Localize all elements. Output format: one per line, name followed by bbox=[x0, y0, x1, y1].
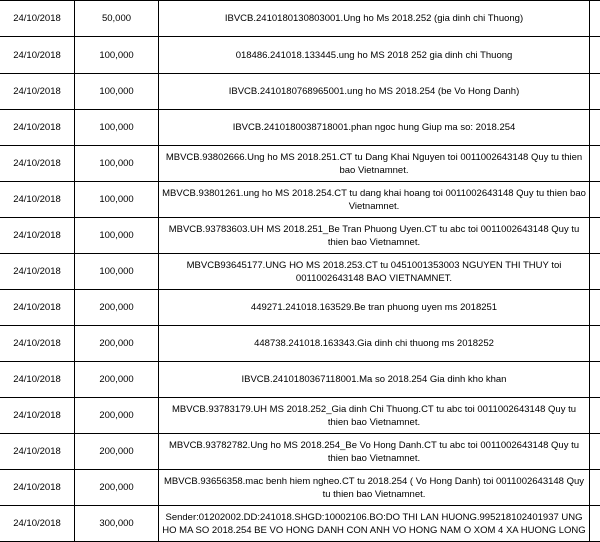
description-cell bbox=[159, 182, 590, 217]
amount-cell: 200,000 bbox=[75, 398, 159, 433]
description-text: 448738.241018.163343.Gia dinh chi thuong ms 2018252 bbox=[254, 338, 494, 349]
description-text: MBVCB.93783179.UH MS 2018.252_Gia dinh Chi Thuong.CT tu abc toi 0011002643148 Quy tu thien bao Vietnamnet. bbox=[171, 403, 577, 428]
table-row bbox=[0, 110, 600, 146]
amount-cell: 100,000 bbox=[75, 218, 159, 253]
edge-cell bbox=[590, 398, 600, 433]
table-row bbox=[0, 506, 600, 542]
description-cell bbox=[159, 470, 590, 505]
amount-cell: 100,000 bbox=[75, 146, 159, 181]
table-row bbox=[0, 182, 600, 218]
description-cell bbox=[159, 110, 590, 145]
edge-cell bbox=[590, 362, 600, 397]
amount-cell: 300,000 bbox=[75, 506, 159, 541]
date-cell: 24/10/2018 bbox=[0, 470, 75, 505]
amount-cell: 100,000 bbox=[75, 254, 159, 289]
date-cell: 24/10/2018 bbox=[0, 218, 75, 253]
date-cell: 24/10/2018 bbox=[0, 362, 75, 397]
amount-cell: 200,000 bbox=[75, 470, 159, 505]
date-cell: 24/10/2018 bbox=[0, 326, 75, 361]
edge-cell bbox=[590, 254, 600, 289]
date-cell: 24/10/2018 bbox=[0, 434, 75, 469]
description-text: IBVCB.2410180130803001.Ung ho Ms 2018.252 (gia dinh chi Thuong) bbox=[224, 13, 524, 24]
amount-cell: 100,000 bbox=[75, 110, 159, 145]
edge-cell bbox=[590, 470, 600, 505]
date-cell: 24/10/2018 bbox=[0, 398, 75, 433]
date-cell: 24/10/2018 bbox=[0, 254, 75, 289]
description-text: IBVCB.2410180038718001.phan ngoc hung Giup ma so: 2018.254 bbox=[232, 122, 516, 133]
date-cell: 24/10/2018 bbox=[0, 182, 75, 217]
amount-cell: 200,000 bbox=[75, 290, 159, 325]
edge-cell bbox=[590, 182, 600, 217]
description-cell bbox=[159, 506, 590, 541]
date-cell: 24/10/2018 bbox=[0, 110, 75, 145]
description-cell bbox=[159, 1, 590, 36]
date-cell: 24/10/2018 bbox=[0, 1, 75, 36]
description-text: IBVCB.2410180367118001.Ma so 2018.254 Gia dinh kho khan bbox=[241, 374, 507, 385]
description-cell bbox=[159, 37, 590, 73]
description-text: 018486.241018.133445.ung ho MS 2018 252 gia dinh chi Thuong bbox=[235, 49, 513, 61]
edge-cell bbox=[590, 74, 600, 109]
edge-cell bbox=[590, 326, 600, 361]
amount-cell: 100,000 bbox=[75, 182, 159, 217]
description-text: MBVCB93645177.UNG HO MS 2018.253.CT tu 0451001353003 NGUYEN THI THUY toi 0011002643148 BAO VIETNAMNET. bbox=[186, 259, 562, 284]
table-row bbox=[0, 74, 600, 110]
amount-cell: 200,000 bbox=[75, 362, 159, 397]
edge-cell bbox=[590, 290, 600, 325]
description-cell bbox=[159, 434, 590, 469]
description-text: MBVCB.93656358.mac benh hiem ngheo.CT tu 2018.254 ( Vo Hong Danh) toi 0011002643148 Quy tu thien bao Vietnamnet. bbox=[163, 475, 585, 500]
date-cell: 24/10/2018 bbox=[0, 74, 75, 109]
description-text: MBVCB.93801261.ung ho MS 2018.254.CT tu dang khai hoang toi 0011002643148 Quy tu thien bao Vietnamnet. bbox=[162, 187, 586, 212]
amount-cell: 100,000 bbox=[75, 74, 159, 109]
date-cell: 24/10/2018 bbox=[0, 146, 75, 181]
date-cell: 24/10/2018 bbox=[0, 37, 75, 73]
description-cell bbox=[159, 326, 590, 361]
amount-cell: 200,000 bbox=[75, 434, 159, 469]
table-row bbox=[0, 218, 600, 254]
table-row bbox=[0, 290, 600, 326]
edge-cell bbox=[590, 110, 600, 145]
table-row bbox=[0, 37, 600, 74]
description-cell bbox=[159, 254, 590, 289]
edge-cell bbox=[590, 506, 600, 541]
description-text: 449271.241018.163529.Be tran phuong uyen ms 2018251 bbox=[250, 302, 498, 313]
table-row bbox=[0, 254, 600, 290]
table-row bbox=[0, 470, 600, 506]
table-row bbox=[0, 0, 600, 37]
description-text: MBVCB.93802666.Ung ho MS 2018.251.CT tu Dang Khai Nguyen toi 0011002643148 Quy tu thien bao Vietnamnet. bbox=[165, 151, 583, 176]
amount-cell: 200,000 bbox=[75, 326, 159, 361]
date-cell: 24/10/2018 bbox=[0, 506, 75, 541]
edge-cell bbox=[590, 218, 600, 253]
description-cell bbox=[159, 218, 590, 253]
date-cell: 24/10/2018 bbox=[0, 290, 75, 325]
edge-cell bbox=[590, 434, 600, 469]
table-row bbox=[0, 398, 600, 434]
edge-cell bbox=[590, 146, 600, 181]
edge-cell bbox=[590, 37, 600, 73]
description-cell bbox=[159, 362, 590, 397]
description-text: MBVCB.93783603.UH MS 2018.251_Be Tran Phuong Uyen.CT tu abc toi 0011002643148 Quy tu thien bao Vietnamnet. bbox=[168, 223, 580, 248]
edge-cell bbox=[590, 1, 600, 36]
amount-cell: 50,000 bbox=[75, 1, 159, 36]
description-cell bbox=[159, 74, 590, 109]
description-text: IBVCB.2410180768965001.ung ho MS 2018.254 (be Vo Hong Danh) bbox=[228, 86, 520, 97]
amount-cell: 100,000 bbox=[75, 37, 159, 73]
description-cell bbox=[159, 290, 590, 325]
description-cell bbox=[159, 398, 590, 433]
description-text: Sender:01202002.DD:241018.SHGD:10002106.BO:DO THI LAN HUONG.995218102401937 UNG HO MA SO 2018.254 BE VO HONG DANH CON ANH VO HONG NAM O XOM 4 XA HUONG LONG bbox=[162, 511, 586, 536]
table-row bbox=[0, 434, 600, 470]
table-row bbox=[0, 146, 600, 182]
table-row bbox=[0, 362, 600, 398]
description-text: MBVCB.93782782.Ung ho MS 2018.254_Be Vo Hong Danh.CT tu abc toi 0011002643148 Quy tu thien bao Vietnamnet. bbox=[168, 439, 580, 464]
description-cell bbox=[159, 146, 590, 181]
table-row bbox=[0, 326, 600, 362]
